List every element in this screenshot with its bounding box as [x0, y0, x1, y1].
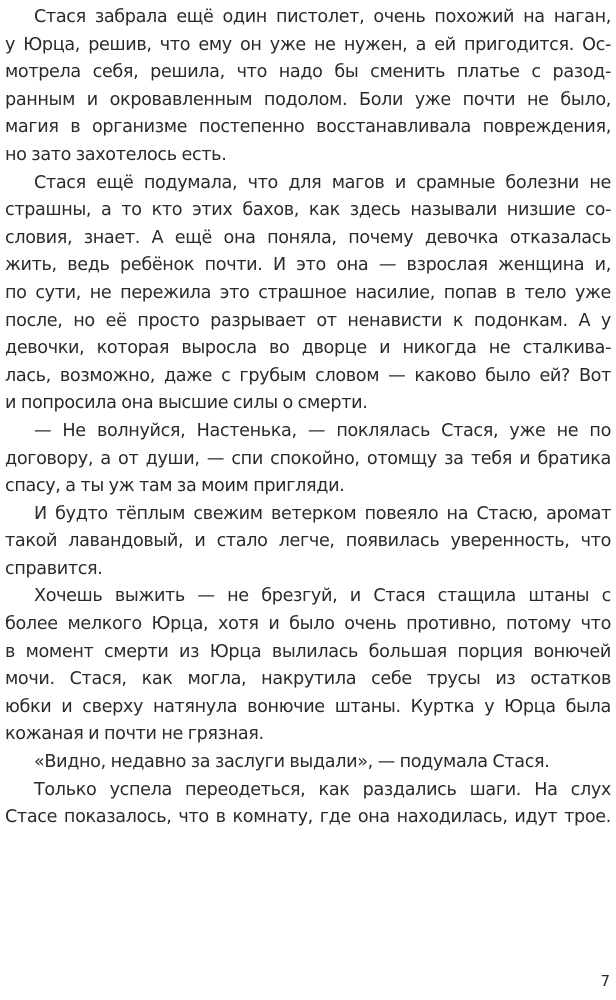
- text-line: — Не волнуйся, Настенька, — поклялась Стася, уже не по: [34, 420, 611, 441]
- paragraph: [5, 749, 611, 777]
- text-line: спасу, а ты уж там за моим пригляди.: [5, 476, 345, 497]
- text-line: кожаная и почти не грязная.: [5, 724, 264, 745]
- text-line: и попросила она высшие силы о смерти.: [5, 393, 368, 414]
- text-line: после, но её просто разрывает от ненависти к подонкам. А у: [5, 310, 611, 331]
- text-line: Только успела переодеться, как раздались шаги. На слух: [34, 779, 611, 800]
- text-line: жить, ведь ребёнок почти. И это она — взрослая женщина и,: [5, 255, 611, 276]
- text-line: «Видно, недавно за заслуги выдали», — подумала Стася.: [34, 752, 550, 773]
- page-number: 7: [600, 972, 610, 990]
- paragraph: [5, 418, 611, 501]
- paragraph: [5, 583, 611, 749]
- text-line: Стася забрала ещё один пистолет, очень похожий на наган,: [34, 7, 611, 27]
- paragraph: [5, 170, 611, 418]
- text-line: ранным и окровавленным подолом. Боли уже почти не было,: [5, 89, 611, 110]
- text-line: по сути, не пережила это страшное насилие, попав в тело уже: [5, 282, 611, 303]
- text-line: И будто тёплым свежим ветерком повеяло на Стасю, аромат: [34, 503, 611, 524]
- text-line: справится.: [5, 558, 103, 579]
- text-line: Стася ещё подумала, что для магов и срамные болезни не: [34, 172, 611, 193]
- text-line: но зато захотелось есть.: [5, 144, 227, 165]
- text-line: Хочешь выжить — не брезгуй, и Стася стащила штаны с: [34, 586, 611, 607]
- text-line: словия, знает. А ещё она поняла, почему девочка отказалась: [5, 227, 611, 248]
- text-line: Стасе показалось, что в комнату, где она находилась, идут трое.: [5, 807, 611, 828]
- paragraph: [5, 777, 611, 832]
- text-line: мочи. Стася, как могла, накрутила себе трусы из остатков: [5, 669, 611, 690]
- text-line: более мелкого Юрца, хотя и было очень противно, потому что: [5, 614, 611, 635]
- text-line: страшны, а то кто этих бахов, как здесь называли низшие со-: [5, 200, 611, 221]
- text-line: у Юрца, решив, что ему он уже не нужен, а ей пригодится. Ос-: [5, 34, 611, 55]
- text-line: девочки, которая выросла во дворце и никогда не сталкива-: [5, 338, 611, 359]
- text-line: мотрела себя, решила, что надо бы сменить платье с разод-: [5, 62, 611, 83]
- text-line: договору, а от души, — спи спокойно, отомщу за тебя и братика: [5, 448, 611, 469]
- text-line: магия в организме постепенно восстанавливала повреждения,: [5, 117, 611, 138]
- paragraph: [5, 4, 611, 170]
- text-line: в момент смерти из Юрца вылилась большая порция вонючей: [5, 641, 611, 662]
- book-page-text: [5, 4, 611, 832]
- text-line: такой лавандовый, и стало легче, появилась уверенность, что: [5, 531, 611, 552]
- paragraph: [5, 501, 611, 584]
- text-line: юбки и сверху натянула вонючие штаны. Куртка у Юрца была: [5, 696, 611, 717]
- text-line: лась, возможно, даже с грубым словом — каково было ей? Вот: [5, 365, 611, 386]
